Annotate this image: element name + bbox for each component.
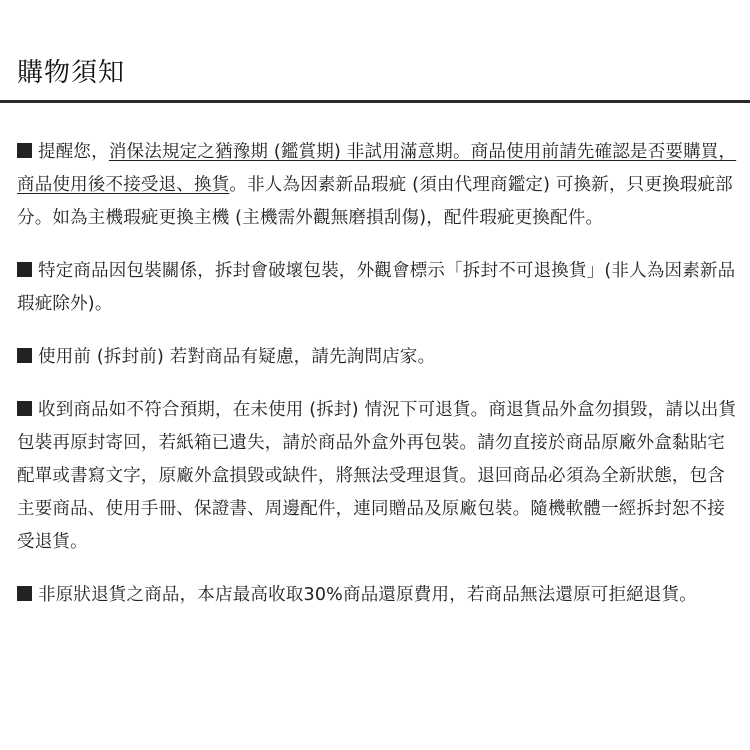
square-bullet-icon <box>17 586 32 601</box>
notice-text: 提醒您， <box>38 142 109 162</box>
title-divider <box>0 100 750 103</box>
notice-item-return-policy <box>17 394 739 559</box>
square-bullet-icon <box>17 143 32 158</box>
square-bullet-icon <box>17 262 32 277</box>
notice-text: 。非人為因素新品瑕疵 (須由代理商鑑定) 可換新，只更換瑕疵部分。如為主機瑕疵更換主機 (主機需外觀無磨損刮傷)，配件瑕疵更換配件。 <box>17 175 733 228</box>
notice-item-restoration-fee <box>17 579 739 612</box>
square-bullet-icon <box>17 401 32 416</box>
page-title: 購物須知 <box>17 58 126 88</box>
notice-item-ask-store <box>17 341 739 374</box>
notice-item-special-packaging <box>17 255 739 321</box>
notice-text: 非原狀退貨之商品，本店最高收取30%商品還原費用，若商品無法還原可拒絕退貨。 <box>38 585 697 605</box>
square-bullet-icon <box>17 348 32 363</box>
notice-underlined-text: 消保法規定之猶豫期 (鑑賞期) 非試用滿意期。商品使用前請先確認是否要購買，商品使用後不接受退、換貨 <box>17 142 737 195</box>
notice-text: 使用前 (拆封前) 若對商品有疑慮，請先詢問店家。 <box>38 347 436 367</box>
notice-text: 收到商品如不符合預期，在未使用 (拆封) 情況下可退貨。商退貨品外盒勿損毀，請以出貨包裝再原封寄回，若紙箱已遺失，請於商品外盒外再包裝。請勿直接於商品原廠外盒黏貼宅配單或書寫文字，原廠外盒損毀或缺件，將無法受理退貨。退回商品必須為全新狀態，包含主要商品、使用手冊、保證書、周邊配件，連同贈品及原廠包裝。隨機軟體一經拆封恕不接受退貨。 <box>17 400 737 552</box>
notice-list <box>17 136 739 612</box>
notice-text: 特定商品因包裝關係，拆封會破壞包裝，外觀會標示「拆封不可退換貨」(非人為因素新品瑕疵除外)。 <box>17 261 736 314</box>
header <box>0 0 750 104</box>
notice-item-reminder <box>17 136 739 235</box>
